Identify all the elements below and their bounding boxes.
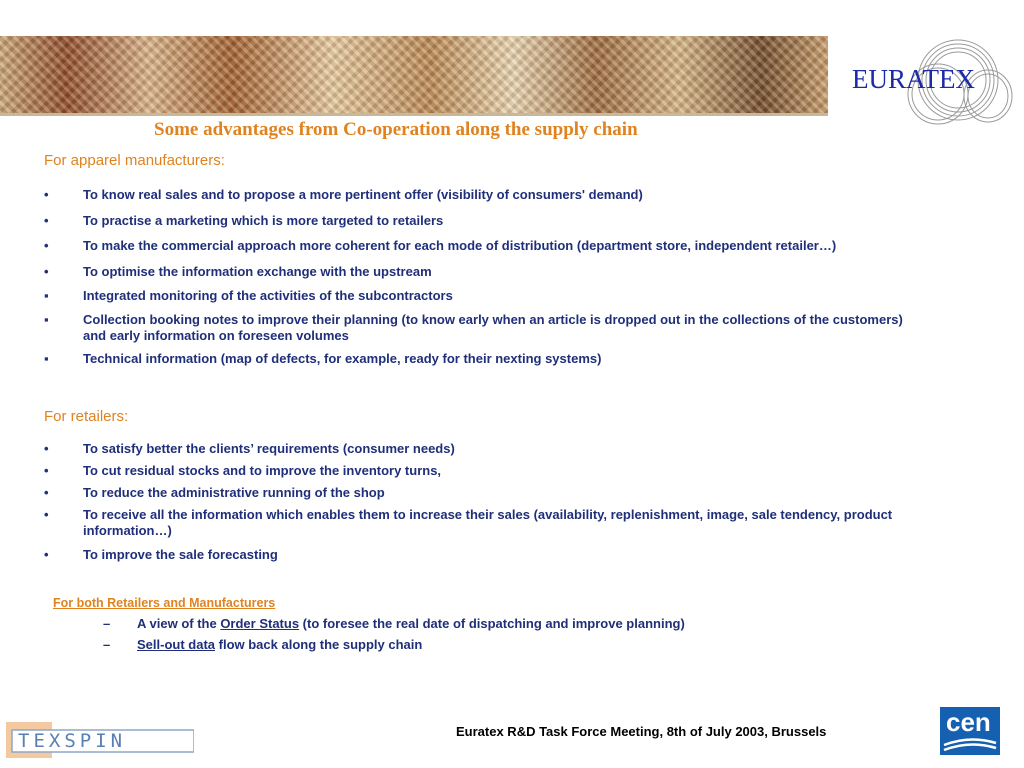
list-item: • To optimise the information exchange with the upstream <box>44 264 432 279</box>
bullet: • <box>44 547 49 562</box>
square-bullet: ▪ <box>44 351 49 366</box>
list-item: • To reduce the administrative running of the shop <box>44 485 385 500</box>
header-banner-image <box>0 36 828 114</box>
bullet: • <box>44 213 49 228</box>
list-item: • To practise a marketing which is more targeted to retailers <box>44 213 444 228</box>
texspin-logo <box>6 722 194 758</box>
bullet: • <box>44 187 49 202</box>
both-heading: For both Retailers and Manufacturers <box>53 596 276 610</box>
bullet: • <box>44 238 49 253</box>
bullet: • <box>44 463 49 478</box>
euratex-logo-text: EURATEX <box>852 64 975 94</box>
square-bullet: ▪ <box>44 288 49 303</box>
list-item: ▪ Collection booking notes to improve their planning (to know early when an article is dropped out in the collections of the customers) and early information on foreseen volumes <box>44 312 903 343</box>
square-bullet: ▪ <box>44 312 49 327</box>
list-item: • To receive all the information which enables them to increase their sales (availability, replenishment, image, sale tendency, product information…) <box>44 507 893 538</box>
dash-bullet: – <box>103 616 111 631</box>
banner-divider <box>0 113 828 116</box>
retailers-heading: For retailers: <box>44 408 129 425</box>
order-status-link[interactable]: Order Status <box>220 616 300 631</box>
page-title: Some advantages from Co-operation along the supply chain <box>154 119 638 140</box>
bullet: • <box>44 507 49 522</box>
bullet: • <box>44 485 49 500</box>
list-item: • To know real sales and to propose a more pertinent offer (visibility of consumers' demand) <box>44 187 643 202</box>
list-item: • To make the commercial approach more coherent for each mode of distribution (department store, independent retailer…) <box>44 238 837 253</box>
list-item: • To cut residual stocks and to improve the inventory turns, <box>44 463 442 478</box>
cen-logo-text: cen <box>946 707 991 737</box>
bullet: • <box>44 264 49 279</box>
sell-out-data-link[interactable]: Sell-out data <box>137 637 216 652</box>
sub-list-item: – Sell-out data flow back along the supply chain <box>103 637 423 652</box>
dash-bullet: – <box>103 637 111 652</box>
list-item: ▪ Technical information (map of defects, for example, ready for their nexting systems) <box>44 351 602 366</box>
bullet: • <box>44 441 49 456</box>
cen-logo <box>940 707 1000 755</box>
footer-text: Euratex R&D Task Force Meeting, 8th of July 2003, Brussels <box>456 724 827 739</box>
list-item: • To satisfy better the clients’ requirements (consumer needs) <box>44 441 455 456</box>
sub-list-item: – A view of the Order Status (to foresee the real date of dispatching and improve planning) <box>103 616 685 631</box>
list-item: • To improve the sale forecasting <box>44 547 278 562</box>
list-item: ▪ Integrated monitoring of the activities of the subcontractors <box>44 288 453 303</box>
manufacturers-heading: For apparel manufacturers: <box>44 152 225 169</box>
texspin-logo-text: TEXSPIN <box>18 730 127 752</box>
euratex-logo <box>838 34 1024 130</box>
